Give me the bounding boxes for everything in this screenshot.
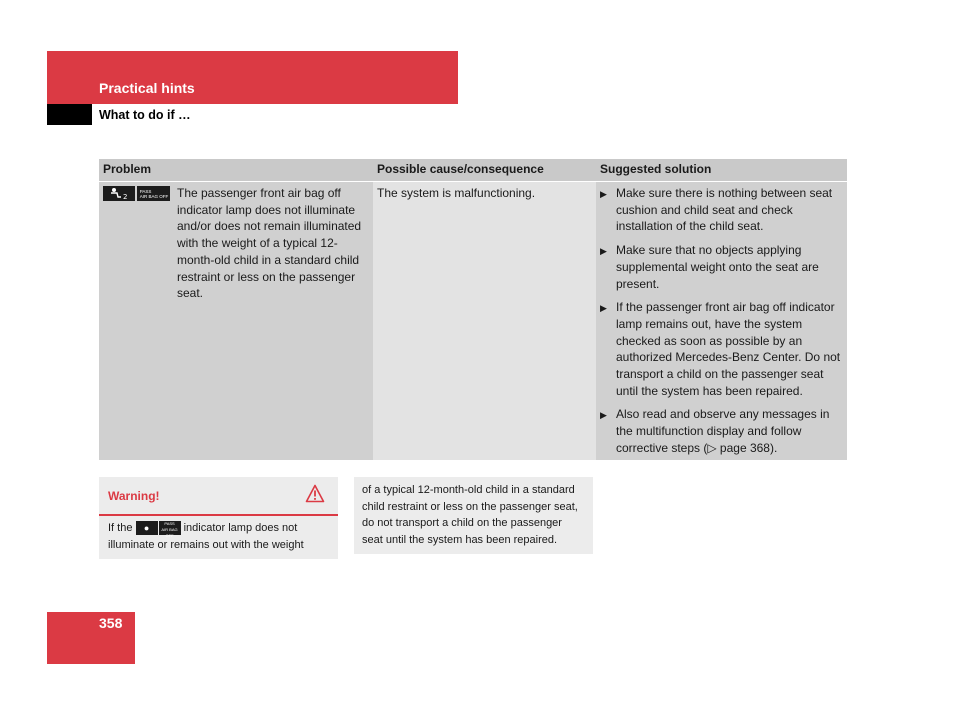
- warning-text: If the ● PASS AIR BAG OFF indicator lamp does not illuminate or remains out with the weight: [108, 521, 304, 551]
- airbag-off-lamp-icon: [103, 186, 170, 460]
- solution-item: ▶ If the passenger front air bag off indicator lamp remains out, have the system checked as soon as possible by an authorized Mercedes-Benz Center. Do not transport a child on the passenger seat until the system has been repaired.: [600, 300, 841, 398]
- svg-text:2: 2: [123, 193, 128, 200]
- airbag-off-label: PASS AIR BAG OFF: [137, 186, 170, 201]
- arrow-bullet-icon: ▶: [600, 246, 607, 257]
- arrow-bullet-icon: ▶: [600, 410, 607, 421]
- header-problem: Problem: [103, 162, 152, 176]
- header-band: [47, 51, 458, 104]
- table-header: [99, 159, 847, 182]
- subsection-marker: [47, 104, 92, 125]
- warning-triangle-icon: [305, 484, 325, 508]
- solution-item: ▶ Also read and observe any messages in the multifunction display and follow corrective steps (▷ page 368).: [600, 407, 830, 455]
- cause-cell: The system is malfunctioning.: [373, 182, 596, 460]
- warning-title: Warning!: [108, 488, 160, 503]
- solution-item: ▶ Make sure that no objects applying supplemental weight onto the seat are present.: [600, 243, 819, 291]
- header-cause: Possible cause/consequence: [377, 162, 544, 176]
- problem-cell: [99, 182, 373, 460]
- arrow-bullet-icon: ▶: [600, 303, 607, 314]
- seat-occupant-icon: ●: [136, 521, 158, 535]
- seat-occupant-icon: [103, 186, 135, 201]
- airbag-off-label: PASS AIR BAG OFF: [159, 521, 181, 535]
- solution-item: ▶ Make sure there is nothing between seat cushion and child seat and check installation of the child seat.: [600, 186, 833, 234]
- warning-box: [99, 477, 338, 559]
- troubleshooting-table: [99, 159, 847, 460]
- header-solution: Suggested solution: [600, 162, 712, 176]
- problem-text: The passenger front air bag off indicator lamp does not illuminate and/or does not remain illuminated with the weight of a typical 12-month-old child in a standard child restraint or less on the passenger seat.: [177, 186, 362, 301]
- warning-header: [99, 477, 338, 516]
- arrow-bullet-icon: ▶: [600, 189, 607, 199]
- warning-continuation: of a typical 12-month-old child in a standard child restraint or less on the passenger seat, do not transport a child on the passenger seat until the system has been repaired.: [354, 477, 593, 554]
- section-title: Practical hints: [99, 80, 195, 96]
- table-row: [99, 182, 847, 460]
- solution-cell: [596, 182, 847, 460]
- subsection-title: What to do if …: [99, 108, 191, 122]
- page-number: 358: [99, 615, 123, 631]
